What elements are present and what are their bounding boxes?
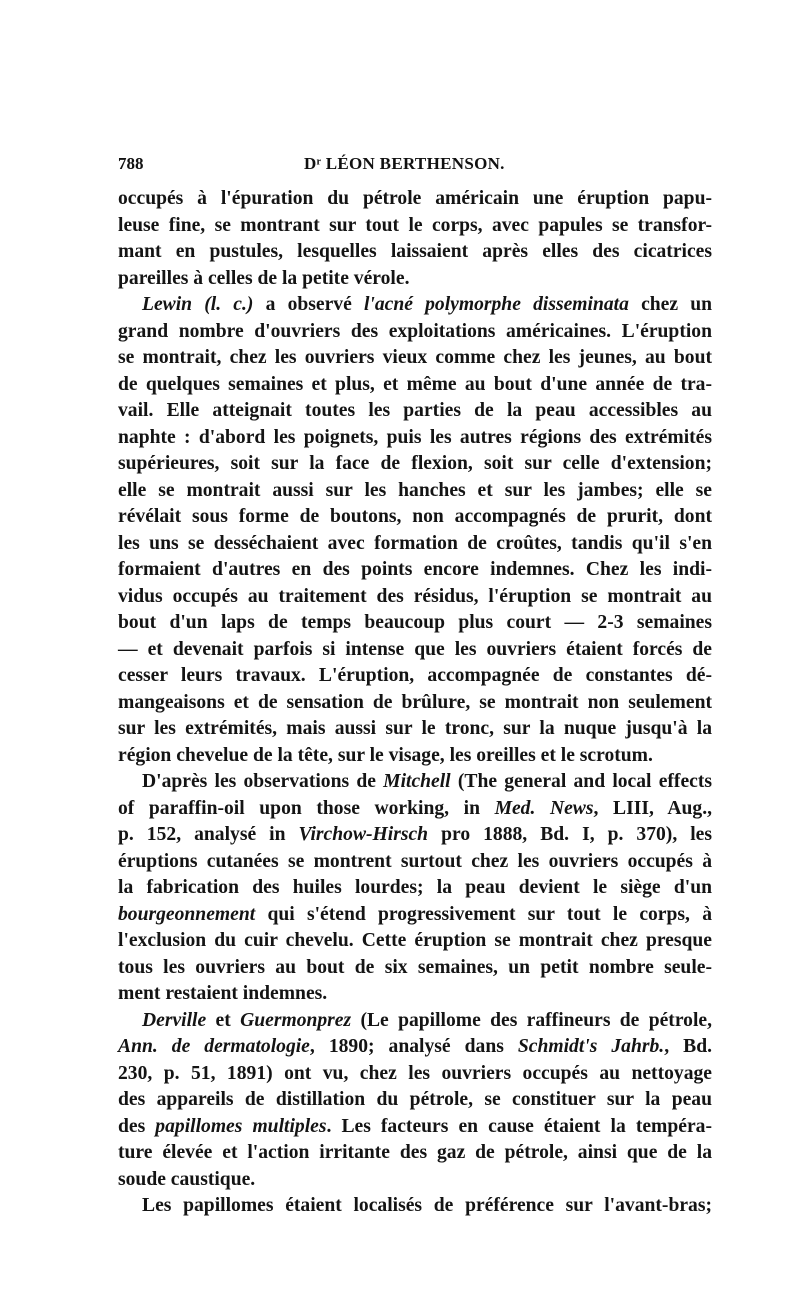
text-line: formaient d'autres en des points encore indemnes. Chez les indi- (118, 559, 712, 580)
text-line: — et devenait parfois si intense que les ouvriers étaient forcés de (118, 638, 712, 660)
text-line: mant en pustules, lesquelles laissaient après elles des cicatrices (118, 241, 712, 262)
text-line: Derville et Guermonprez (Le papillome des raffineurs de pétrole, (142, 1009, 712, 1031)
page-header (118, 154, 712, 180)
text-line: Lewin (l. c.) a observé l'acné polymorphe disseminata chez un (142, 294, 713, 315)
text-line: mangeaisons et de sensation de brûlure, se montrait non seulement (118, 691, 712, 713)
text-line: cesser leurs travaux. L'éruption, accompagnée de constantes dé- (118, 665, 712, 686)
text-line: soude caustique. (118, 1168, 256, 1190)
text-line: 230, p. 51, 1891) ont vu, chez les ouvriers occupés au nettoyage (118, 1062, 712, 1084)
text-line: ture élevée et l'action irritante des gaz de pétrole, ainsi que de la (118, 1142, 712, 1163)
text-line: bout d'un laps de temps beaucoup plus court — 2-3 semaines (118, 612, 712, 633)
italic-term: Mitchell (383, 771, 451, 792)
text-line: Ann. de dermatologie, 1890; analysé dans Schmidt's Jahrb., Bd. (118, 1036, 712, 1057)
text-line: occupés à l'épuration du pétrole américain une éruption papu- (118, 188, 712, 209)
text-line: ment restaient indemnes. (118, 983, 328, 1004)
paragraph-1 (118, 186, 712, 292)
text-line: des appareils de distillation du pétrole, se constituer sur la peau (118, 1089, 712, 1110)
italic-term: Schmidt's Jahrb. (517, 1036, 665, 1057)
text-line: leuse fine, se montrant sur tout le corps, avec papules se transfor- (118, 214, 712, 236)
italic-term: Ann. de dermatologie (118, 1036, 310, 1057)
text-line: révélait sous forme de boutons, non accompagnés de prurit, dont (118, 506, 712, 527)
paragraph-2 (118, 292, 712, 769)
italic-term: Med. News (494, 797, 594, 819)
body-text (118, 186, 712, 1220)
text-line: se montrait, chez les ouvriers vieux comme chez les jeunes, au bout (118, 347, 712, 368)
text-line: de quelques semaines et plus, et même au bout d'une année de tra- (118, 373, 712, 395)
paragraph-5 (118, 1193, 712, 1220)
paragraph-3 (118, 769, 712, 1008)
text-line: pareilles à celles de la petite vérole. (118, 267, 410, 289)
italic-term: (l. c.) (204, 294, 254, 315)
text-line: Les papillomes étaient localisés de préférence sur l'avant-bras; (142, 1195, 712, 1216)
italic-term: l'acné polymorphe disseminata (363, 294, 629, 315)
text-line: éruptions cutanées se montrent surtout chez les ouvriers occupés à (118, 850, 712, 872)
text-line: naphte : d'abord les poignets, puis les autres régions des extrémités (118, 426, 712, 448)
text-line: elle se montrait aussi sur les hanches et sur les jambes; elle se (118, 479, 712, 501)
italic-term: Guermonprez (240, 1009, 352, 1031)
text-line: bourgeonnement qui s'étend progressivement sur tout le corps, à (118, 903, 712, 925)
italic-term: Virchow-Hirsch (298, 824, 429, 845)
text-line: supérieures, soit sur la face de flexion, soit sur celle d'extension; (118, 453, 712, 474)
text-line: les uns se desséchaient avec formation de croûtes, tandis qu'il s'en (118, 532, 712, 554)
text-line: la fabrication des huiles lourdes; la peau devient le siège d'un (118, 877, 712, 898)
text-line: vidus occupés au traitement des résidus, l'éruption se montrait au (118, 585, 712, 607)
paragraph-4 (118, 1008, 712, 1194)
page-number: 788 (118, 154, 144, 173)
text-line: tous les ouvriers au bout de six semaines, un petit nombre seule- (118, 956, 712, 978)
text-line: p. 152, analysé in Virchow-Hirsch pro 1888, Bd. I, p. 370), les (118, 824, 712, 845)
text-line: grand nombre d'ouvriers des exploitations américaines. L'éruption (118, 320, 712, 342)
running-head: Dʳ LÉON BERTHENSON. (304, 154, 505, 173)
text-line: sur les extrémités, mais aussi sur le tronc, sur la nuque jusqu'à la (118, 718, 712, 739)
text-line: of paraffin-oil upon those working, in Med. News, LIII, Aug., (118, 797, 712, 819)
italic-term: papillomes multiples (155, 1115, 327, 1137)
italic-term: Lewin (142, 294, 193, 315)
text-line: l'exclusion du cuir chevelu. Cette éruption se montrait chez presque (118, 930, 712, 951)
text-line: D'après les observations de Mitchell (The general and local effects (142, 771, 713, 792)
italic-term: Derville (142, 1009, 207, 1031)
text-line: des papillomes multiples. Les facteurs en cause étaient la tempéra- (118, 1115, 712, 1137)
text-line: région chevelue de la tête, sur le visage, les oreilles et le scrotum. (118, 744, 653, 766)
text-line: vail. Elle atteignait toutes les parties de la peau accessibles au (118, 400, 712, 421)
italic-term: bourgeonnement (118, 903, 256, 925)
